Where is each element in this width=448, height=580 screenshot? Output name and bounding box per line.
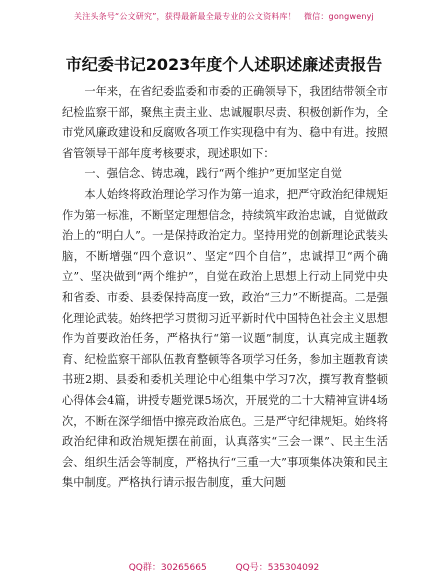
section-heading: 一、强信念、铸忠魂，践行“两个维护”更加坚定自觉 bbox=[84, 167, 342, 181]
header-banner bbox=[0, 0, 448, 32]
footer-qq-group: QQ群：30265665 bbox=[128, 563, 207, 573]
document-body bbox=[62, 82, 388, 494]
body-paragraph: 本人始终将政治理论学习作为第一追求，把严守政治纪律规矩作为第一标准，不断坚定理想信念，持续筑牢政治忠诚，自觉做政治上的“明白人”。一是保持政治定力。坚持用党的创新理论武装头脑，不断增强“四个意识”、坚定“四个自信”，忠诚捍卫“两个确立”、坚决做到“两个维护”，自觉在政治上思想上行动上同党中央和省委、市委、县委保持高度一致，政治“三力”不断提高。二是强化理论武装。始终把学习贯彻习近平新时代中国特色社会主义思想作为首要政治任务，严格执行“第一议题”制度，认真完成主题教育、纪检监察干部队伍教育整顿等各项学习任务，参加主题教育读书班2期、县委和委机关理论中心组集中学习7次，撰写教育整顿心得体会4篇，讲授专题党课5场次，开展党的二十大精神宣讲4场次，不断在深学细悟中擦亮政治底色。三是严守纪律规矩。始终将政治纪律和政治规矩摆在前面，认真落实“三会一课”、民主生活会、组织生活会等制度，严格执行“三重一大”事项集体决策和民主集中制度。严格执行请示报告制度，重大问题 bbox=[62, 187, 388, 490]
footer-qq-number: QQ号：535304092 bbox=[235, 563, 320, 573]
footer-contact bbox=[0, 560, 448, 573]
intro-paragraph: 一年来，在省纪委监委和市委的正确领导下，我团结带领全市纪检监察干部，聚焦主责主业、忠诚履职尽责、积极创新作为，全市党风廉政建设和反腐败各项工作实现稳中有为、稳中有进。按照省管领导干部年度考核要求，现述职如下： bbox=[62, 85, 388, 160]
banner-wechat-text: 微信：gongwenyj bbox=[303, 11, 374, 21]
banner-promo-text: 关注头条号“公文研究”，获得最新最全最专业的公文资料库！ bbox=[74, 11, 296, 21]
document-title: 市纪委书记2023年度个人述职述廉述责报告 bbox=[65, 55, 383, 74]
